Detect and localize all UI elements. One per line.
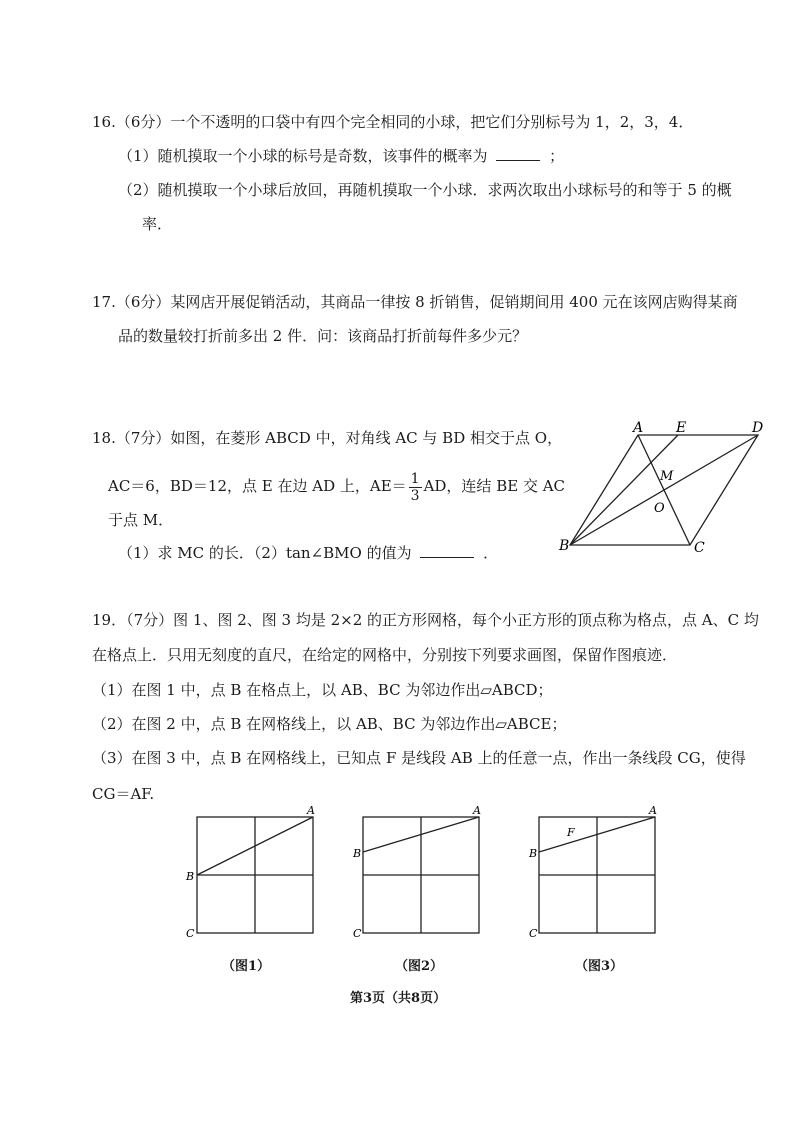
label-b: B [559, 538, 570, 554]
label-f: F [567, 826, 575, 839]
q19-part3: （3）在图 3 中，点 B 在网格线上，已知点 F 是线段 AB 上的任意一点，作出一条线段 CG，使得 [92, 749, 746, 767]
fraction-denominator: 3 [410, 487, 420, 504]
label-c: C [186, 927, 195, 940]
label-a: A [307, 805, 315, 817]
label-d: D [752, 420, 764, 436]
q18-part-text: （1）求 MC 的长．（2）tan∠BMO 的值为 [118, 544, 412, 562]
q16-part1-end: ； [549, 147, 565, 165]
grid-figure-1 [185, 805, 325, 945]
caption-figure-3: （图3） [575, 959, 624, 974]
label-m: M [660, 469, 674, 484]
q18-line1: 18.（7分）如图，在菱形 ABCD 中，对角线 AC 与 BD 相交于点 O， [92, 429, 563, 447]
q19-part2: （2）在图 2 中，点 B 在网格线上，以 AB、BC 为邻边作出▱ABCE； [92, 715, 567, 733]
q18-line3: 于点 M． [108, 511, 174, 529]
q17-line2: 品的数量较打折前多出 2 件．问：该商品打折前每件多少元？ [118, 327, 528, 345]
label-b: B [186, 870, 195, 883]
label-c: C [529, 927, 538, 940]
q18-line2-b: AD，连结 BE 交 AC [423, 477, 566, 495]
label-o: O [654, 501, 665, 516]
caption-figure-1: （图1） [222, 959, 271, 974]
q16-part1 [118, 146, 564, 166]
q16-header: 16.（6分）一个不透明的口袋中有四个完全相同的小球，把它们分别标号为 1，2，3，4． [92, 113, 694, 131]
label-b: B [529, 847, 538, 860]
fraction-numerator: 1 [410, 470, 420, 487]
caption-figure-2: （图2） [395, 959, 444, 974]
label-c: C [353, 927, 362, 940]
label-a: A [473, 805, 481, 817]
label-e: E [676, 420, 687, 436]
q18-part-end: ． [483, 544, 499, 562]
page-number-footer: 第3页（共8页） [350, 991, 447, 1006]
rhombus-figure [550, 420, 780, 560]
grid-figure-2 [345, 805, 485, 945]
q19-part3-cont: CG＝AF. [92, 785, 155, 803]
q19-part1: （1）在图 1 中，点 B 在格点上，以 AB、BC 为邻边作出▱ABCD； [92, 681, 553, 699]
label-a: A [633, 420, 644, 436]
q16-part2-cont: 率． [142, 215, 173, 233]
label-c: C [694, 540, 705, 556]
q18-line2 [108, 468, 565, 504]
q19-line1: 19．（7分）图 1、图 2、图 3 均是 2×2 的正方形网格，每个小正方形的顶点称为格点，点 A、C 均 [92, 611, 759, 629]
grid-figure-3 [525, 805, 665, 945]
label-a: A [649, 805, 657, 817]
diagonal-bd [570, 435, 758, 545]
q18-part [118, 543, 498, 563]
q16-part2: （2）随机摸取一个小球后放回，再随机摸取一个小球．求两次取出小球标号的和等于 5 的概 [118, 181, 732, 199]
q16-part1-text: （1）随机摸取一个小球的标号是奇数，该事件的概率为 [118, 147, 488, 165]
one-third-fraction [409, 471, 422, 504]
q16-answer-blank[interactable] [496, 146, 540, 161]
q19-line2: 在格点上．只用无刻度的直尺，在给定的网格中，分别按下列要求画图，保留作图痕迹． [92, 646, 678, 664]
q18-line2-a: AC＝6，BD＝12，点 E 在边 AD 上，AE＝ [108, 477, 407, 495]
q17-line1: 17.（6分）某网店开展促销活动，其商品一律按 8 折销售，促销期间用 400 元在该网店购得某商 [92, 293, 738, 311]
segment-be [570, 435, 678, 545]
q18-answer-blank[interactable] [420, 543, 474, 558]
label-b: B [353, 847, 362, 860]
